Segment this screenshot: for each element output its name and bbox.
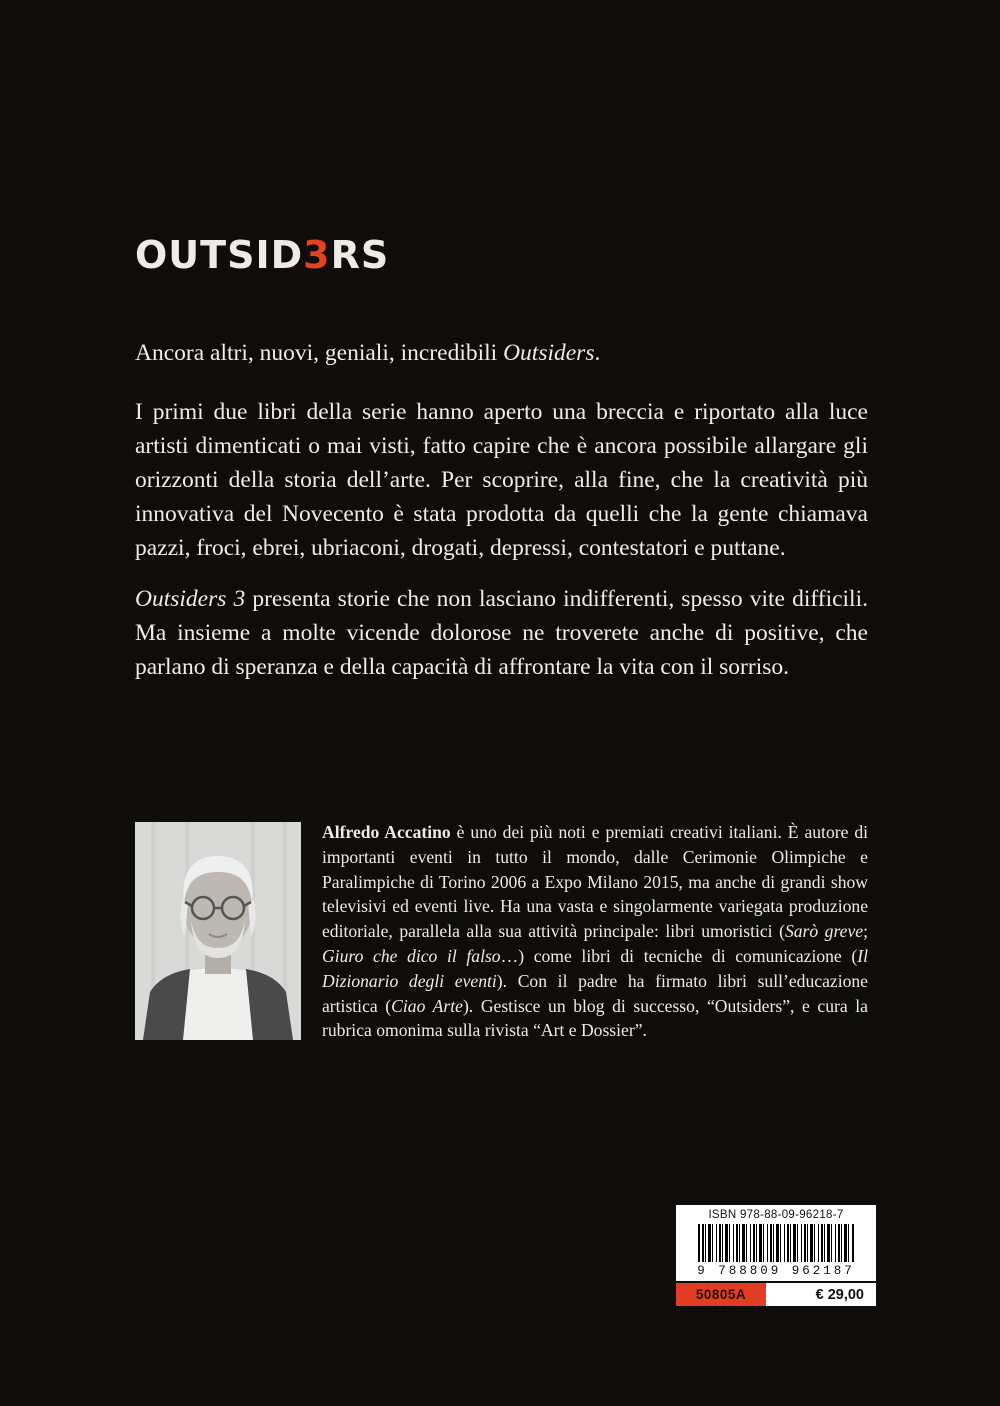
- product-code-badge: 50805A: [676, 1283, 766, 1306]
- barcode-bars: [698, 1224, 854, 1262]
- synopsis-paragraph-2: Outsiders 3 presenta storie che non lasciano indifferenti, spesso vite difficili. Ma insieme a molte vicende dolorose ne troverete anche di positive, che parlano di speranza e della capacità di affrontare la vita con il sorriso.: [135, 586, 868, 680]
- price-row: [676, 1283, 876, 1306]
- book-title-post: RS: [330, 233, 390, 277]
- synopsis-paragraph-1: I primi due libri della serie hanno aperto una breccia e riportato alla luce artisti dimenticati o mai visti, fatto capire che è ancora possibile allargare gli orizzonti della storia dell’arte. Per scoprire, alla fine, che la creatività più innovativa del Novecento è stata prodotta da quelli che la gente chiamava pazzi, froci, ebrei, ubriaconi, drogati, depressi, contestatori e puttane.: [135, 399, 868, 561]
- author-portrait-illustration: [135, 822, 301, 1040]
- book-title-accent-digit: 3: [303, 233, 331, 277]
- book-title: [135, 233, 389, 277]
- author-bio: Alfredo Accatino è uno dei più noti e premiati creativi italiani. È autore di importanti eventi in tutto il mondo, dalle Cerimonie Olimpiche e Paralimpiche di Torino 2006 a Expo Milano 2015, ma anche di grandi show televisivi ed eventi live. Ha una vasta e singolarmente variegata produzione editoriale, parallela alla sua attività principale: libri umoristici (Sarò greve; Giuro che dico il falso…) come libri di tecniche di comunicazione (Il Dizionario degli eventi). Con il padre ha firmato libri sull’educazione artistica (Ciao Arte). Gestisce un blog di successo, “Outsiders”, e cura la rubrica omonima sulla rivista “Art e Dossier”.: [322, 822, 868, 1041]
- cover-copy: [135, 336, 868, 701]
- price-label: € 29,00: [766, 1283, 876, 1306]
- book-title-pre: OUTSID: [135, 233, 304, 277]
- barcode-panel: [676, 1205, 876, 1306]
- barcode-digits: 9 788809 962187: [697, 1264, 855, 1278]
- isbn-label: ISBN 978-88-09-96218-7: [708, 1209, 844, 1221]
- intro-line: Ancora altri, nuovi, geniali, incredibili Outsiders.: [135, 340, 601, 366]
- barcode-box: [676, 1205, 876, 1281]
- author-photo: [135, 822, 301, 1040]
